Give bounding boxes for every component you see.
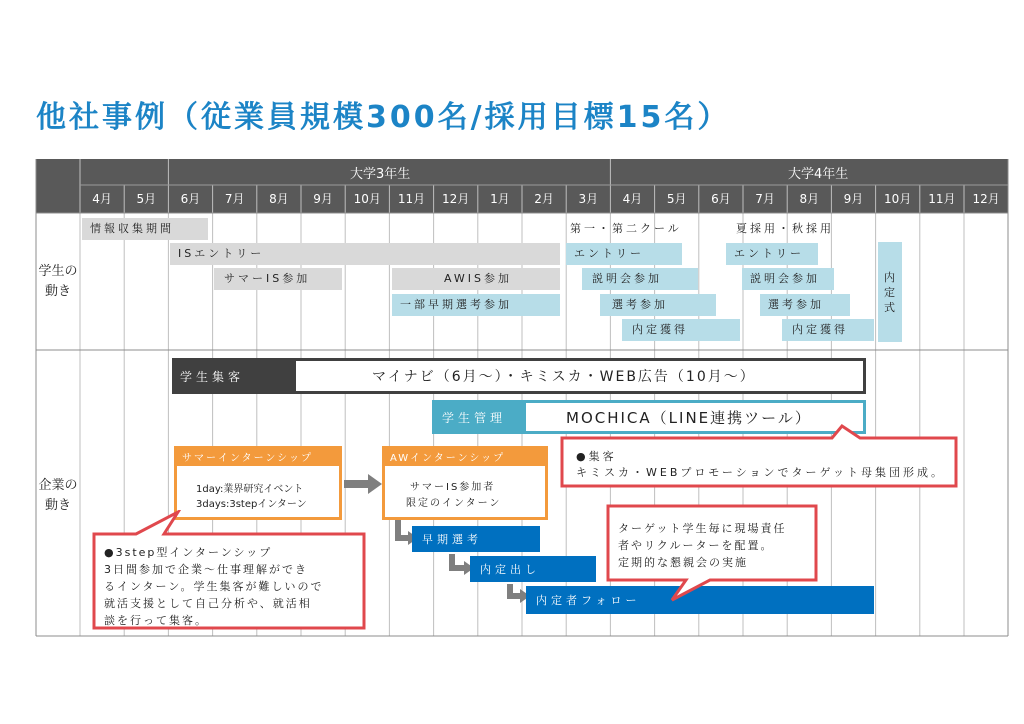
step-callout-line5: 談を行って集客。 (104, 614, 208, 627)
target-callout-line3: 定期的な懇親会の実施 (618, 556, 748, 569)
summer-intern-line2: 3days:3stepインターン (196, 499, 307, 510)
target-callout-line1: ターゲット学生毎に現場責任 (618, 522, 787, 535)
year3-header: 大学3年生 (350, 167, 411, 182)
recruit-callout (560, 424, 960, 490)
month-cell: 10月 (353, 192, 381, 206)
month-cell: 5月 (136, 192, 157, 206)
month-cell: 12月 (972, 192, 1000, 206)
month-cell: 11月 (928, 192, 956, 206)
month-cell: 6月 (711, 192, 731, 206)
recruit-text: マイナビ（6月～）・キミスカ・WEB広告（10月～） (372, 369, 756, 385)
entry2-label: エントリー (734, 247, 804, 260)
month-cell: 2月 (534, 192, 554, 206)
offer2-label: 内定獲得 (792, 323, 848, 336)
month-cell: 12月 (442, 192, 470, 206)
recruit-callout-line1: ●集客 (576, 450, 617, 463)
recruit-label: 学生集客 (180, 370, 245, 384)
aw-intern-line1: サマーIS参加者 (410, 482, 496, 493)
page-title: 他社事例（従業員規模300名/採用目標15名） (36, 100, 731, 135)
month-cell: 4月 (622, 192, 643, 206)
intern-arrow (344, 474, 382, 494)
offer-follow-label: 内定者フォロー (536, 594, 641, 607)
month-cell: 9月 (313, 192, 333, 206)
manage-label: 学生管理 (442, 411, 507, 425)
month-cell: 7月 (755, 192, 775, 206)
briefing1-label: 説明会参加 (592, 272, 662, 285)
briefing2-label: 説明会参加 (750, 272, 820, 285)
awis-label: AWIS参加 (444, 272, 513, 285)
early-selection-company-label: 早期選考 (422, 533, 482, 546)
recruit-callout-line2: キミスカ・WEBプロモーションでターゲット母集団形成。 (576, 466, 946, 479)
offer1-label: 内定獲得 (632, 323, 688, 336)
month-cell: 8月 (799, 192, 820, 206)
month-cell: 3月 (578, 192, 599, 206)
month-cell: 8月 (269, 192, 289, 206)
month-cell: 6月 (180, 192, 201, 206)
selection2-label: 選考参加 (768, 298, 824, 311)
offer-out-label: 内定出し (480, 563, 540, 576)
students-row-label: 学生の 動き (38, 264, 78, 299)
selection1-label: 選考参加 (612, 298, 668, 311)
month-cell: 4月 (92, 192, 112, 206)
early-selection-label: 一部早期選考参加 (400, 298, 512, 311)
target-callout (606, 504, 818, 602)
month-cell: 5月 (666, 192, 687, 206)
summer-autumn-label: 夏採用・秋採用 (736, 222, 834, 235)
company-row-label: 企業の 動き (38, 478, 78, 513)
first-second-cool-label: 第一・第二クール (570, 222, 682, 235)
step-callout-line1: ●3step型インターンシップ (104, 546, 273, 559)
month-cell: 10月 (884, 192, 912, 206)
summer-intern-title: サマーインターンシップ (182, 453, 313, 464)
month-cell: 7月 (224, 192, 245, 206)
ceremony-label: 内定式 (884, 271, 895, 314)
step-callout-line2: 3日間参加で企業～仕事理解ができ (104, 563, 308, 576)
month-cell: 9月 (843, 192, 864, 206)
target-callout-line2: 者やリクルーターを配置。 (618, 539, 774, 552)
aw-intern-title: AWインターンシップ (390, 453, 506, 464)
month-cell: 1月 (490, 192, 510, 206)
year4-header: 大学4年生 (788, 167, 849, 182)
step-callout-line3: るインターン。学生集客が難しいので (104, 580, 324, 593)
manage-text: MOCHICA（LINE連携ツール） (566, 409, 812, 427)
month-cell: 11月 (397, 192, 426, 206)
summer-is-label: サマーIS参加 (224, 272, 311, 285)
summer-intern-line1: 1day:業界研究イベント (196, 484, 304, 495)
is-entry-label: ISエントリー (178, 247, 265, 260)
step-callout-line4: 就活支援として自己分析や、就活相 (104, 597, 312, 610)
entry1-label: エントリー (574, 247, 644, 260)
aw-intern-line2: 限定のインターン (406, 498, 502, 509)
info-period-label: 情報収集期間 (90, 222, 174, 235)
